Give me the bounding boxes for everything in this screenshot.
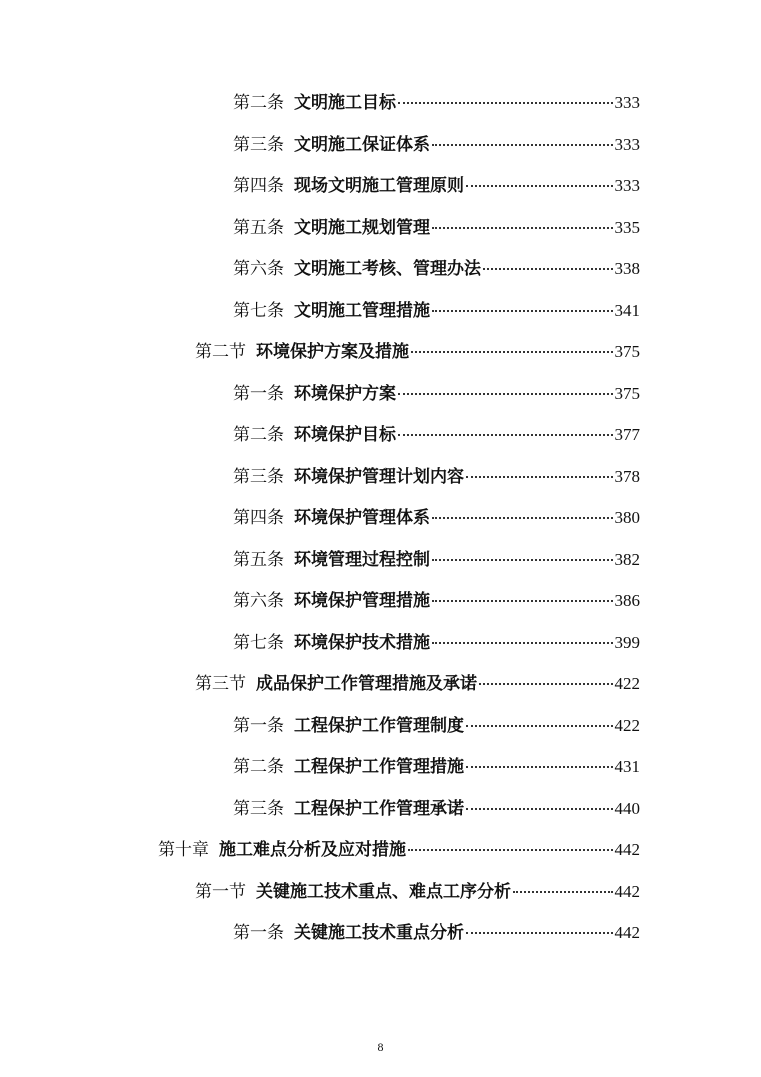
toc-entry-title: 现场文明施工管理原则 xyxy=(294,176,464,196)
toc-entry-title: 文明施工规划管理 xyxy=(294,217,430,238)
toc-entry-title: 成品保护工作管理措施及承诺 xyxy=(256,674,477,694)
toc-entry[interactable] xyxy=(233,545,640,575)
toc-entry-title: 环境保护目标 xyxy=(294,425,396,445)
toc-entry-label: 第二条 xyxy=(233,425,284,445)
toc-entry-title: 文明施工管理措施 xyxy=(294,300,430,321)
toc-entry-label: 第七条 xyxy=(233,300,284,321)
toc-entry-page-number: 377 xyxy=(614,425,640,444)
toc-entry[interactable] xyxy=(233,628,640,658)
toc-entry-label: 第四条 xyxy=(233,176,284,196)
toc-dot-leader xyxy=(466,808,613,810)
toc-entry-page-number: 333 xyxy=(614,176,640,195)
toc-entry-page-number: 422 xyxy=(614,674,640,693)
toc-entry-page-number: 442 xyxy=(614,881,640,901)
toc-entry-title: 工程保护工作管理制度 xyxy=(294,715,464,736)
toc-entry-page-number: 442 xyxy=(614,923,640,942)
toc-dot-leader xyxy=(432,559,613,561)
toc-entry-title: 工程保护工作管理措施 xyxy=(294,757,464,777)
toc-entry-label: 第三条 xyxy=(233,798,284,819)
toc-entry[interactable] xyxy=(233,171,640,201)
toc-entry-page-number: 386 xyxy=(614,591,640,610)
toc-dot-leader xyxy=(466,476,613,478)
toc-dot-leader xyxy=(411,351,613,353)
toc-entry-page-number: 382 xyxy=(614,549,640,569)
toc-entry[interactable] xyxy=(233,918,640,948)
toc-entry[interactable] xyxy=(233,462,640,492)
toc-dot-leader xyxy=(398,102,613,104)
toc-dot-leader xyxy=(432,144,613,146)
toc-entry-label: 第六条 xyxy=(233,259,284,279)
toc-entry-label: 第二条 xyxy=(233,93,284,113)
toc-entry-page-number: 341 xyxy=(614,300,640,320)
toc-entry-label: 第一条 xyxy=(233,383,284,404)
toc-entry-page-number: 399 xyxy=(614,632,640,652)
toc-entry-title: 环境保护管理体系 xyxy=(294,508,430,528)
toc-entry-page-number: 335 xyxy=(614,217,640,237)
toc-dot-leader xyxy=(432,642,613,644)
toc-entry-label: 第五条 xyxy=(233,549,284,570)
toc-dot-leader xyxy=(432,310,613,312)
toc-entry-label: 第四条 xyxy=(233,508,284,528)
toc-entry-label: 第一条 xyxy=(233,715,284,736)
toc-entry-page-number: 431 xyxy=(614,757,640,776)
toc-entry[interactable] xyxy=(233,752,640,782)
toc-entry-label: 第三节 xyxy=(195,674,246,694)
toc-dot-leader xyxy=(398,393,613,395)
toc-entry[interactable] xyxy=(233,711,640,741)
toc-entry-title: 环境保护方案 xyxy=(294,383,396,404)
toc-entry-title: 关键施工技术重点、难点工序分析 xyxy=(256,881,511,902)
toc-entry[interactable] xyxy=(158,835,640,865)
toc-entry-page-number: 338 xyxy=(614,259,640,278)
toc-entry[interactable] xyxy=(233,296,640,326)
toc-entry-label: 第十章 xyxy=(158,840,209,860)
toc-dot-leader xyxy=(479,683,613,685)
toc-dot-leader xyxy=(483,268,613,270)
toc-entry[interactable] xyxy=(233,420,640,450)
toc-entry-page-number: 333 xyxy=(614,93,640,112)
toc-entry-title: 文明施工目标 xyxy=(294,93,396,113)
toc-entry-label: 第七条 xyxy=(233,632,284,653)
toc-dot-leader xyxy=(432,517,613,519)
page-number: 8 xyxy=(377,1040,384,1054)
toc-entry-page-number: 378 xyxy=(614,466,640,486)
toc-entry[interactable] xyxy=(233,586,640,616)
toc-entry-title: 文明施工考核、管理办法 xyxy=(294,259,481,279)
toc-dot-leader xyxy=(466,185,613,187)
toc-dot-leader xyxy=(408,849,613,851)
toc-entry-label: 第三条 xyxy=(233,134,284,155)
toc-dot-leader xyxy=(398,434,613,436)
toc-entry[interactable] xyxy=(233,794,640,824)
toc-dot-leader xyxy=(513,891,613,893)
toc-entry[interactable] xyxy=(233,503,640,533)
toc-entry[interactable] xyxy=(195,669,640,699)
toc-entry-title: 文明施工保证体系 xyxy=(294,134,430,155)
toc-entry-page-number: 440 xyxy=(614,798,640,818)
toc-entry[interactable] xyxy=(233,130,640,160)
toc-entry-label: 第二节 xyxy=(195,342,246,362)
toc-entry-page-number: 422 xyxy=(614,715,640,735)
toc-entry-label: 第五条 xyxy=(233,217,284,238)
toc-entry[interactable] xyxy=(195,877,640,907)
toc-entry-title: 环境管理过程控制 xyxy=(294,549,430,570)
toc-entry[interactable] xyxy=(233,254,640,284)
toc-entry[interactable] xyxy=(233,213,640,243)
toc-entry[interactable] xyxy=(233,379,640,409)
toc-entry-page-number: 333 xyxy=(614,134,640,154)
toc-dot-leader xyxy=(466,766,613,768)
toc-dot-leader xyxy=(466,725,613,727)
toc-entry-page-number: 375 xyxy=(614,342,640,361)
toc-entry-page-number: 375 xyxy=(614,383,640,403)
toc-entry-label: 第六条 xyxy=(233,591,284,611)
toc-entry-page-number: 380 xyxy=(614,508,640,527)
toc-entry-label: 第一节 xyxy=(195,881,246,902)
toc-entry-title: 环境保护技术措施 xyxy=(294,632,430,653)
toc-entry[interactable] xyxy=(233,88,640,118)
toc-entry-title: 环境保护管理措施 xyxy=(294,591,430,611)
toc-entry-title: 工程保护工作管理承诺 xyxy=(294,798,464,819)
toc-entry[interactable] xyxy=(195,337,640,367)
toc-entry-title: 施工难点分析及应对措施 xyxy=(219,840,406,860)
toc-entry-label: 第三条 xyxy=(233,466,284,487)
toc-entry-title: 环境保护管理计划内容 xyxy=(294,466,464,487)
toc-dot-leader xyxy=(432,227,613,229)
toc-dot-leader xyxy=(432,600,613,602)
toc-entry-title: 关键施工技术重点分析 xyxy=(294,923,464,943)
toc-dot-leader xyxy=(466,932,613,934)
toc-entry-label: 第一条 xyxy=(233,923,284,943)
toc-entry-title: 环境保护方案及措施 xyxy=(256,342,409,362)
toc-entry-label: 第二条 xyxy=(233,757,284,777)
toc-entry-page-number: 442 xyxy=(614,840,640,859)
